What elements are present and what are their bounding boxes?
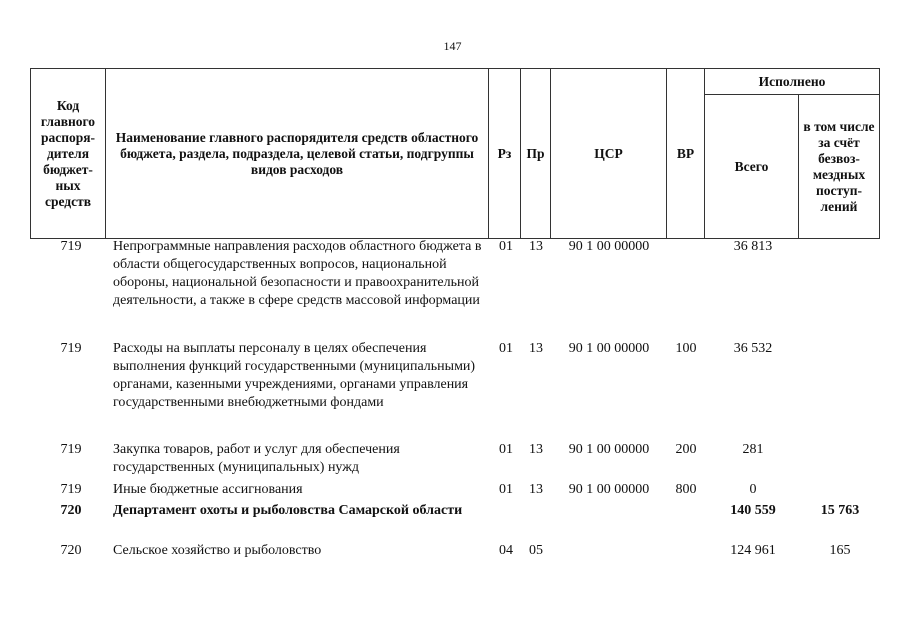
header-bezvozmezdnye: в том числе за счёт безвоз-мездных поступ-лений <box>803 118 875 214</box>
row-csr: 90 1 00 00000 <box>568 341 650 356</box>
header-vr: ВР <box>676 145 695 161</box>
row-pr: 13 <box>529 482 543 497</box>
row-vr: 100 <box>675 341 697 356</box>
row-total: 124 961 <box>730 543 776 558</box>
header-code: Код главного распоря-дителя бюджет-ных средств <box>40 97 96 209</box>
row-name: Непрограммные направления расходов областного бюджета в области общегосударственных вопросов, национальной обороны, национальной безопасности и правоохранительной деятельности, а также в сфере средств массовой информации <box>113 239 482 308</box>
row-code: 719 <box>60 442 82 457</box>
row-csr: 90 1 00 00000 <box>568 239 650 254</box>
row-rz: 01 <box>499 341 513 356</box>
row-csr: 90 1 00 00000 <box>568 482 650 497</box>
row-csr: 90 1 00 00000 <box>568 442 650 457</box>
row-total: 281 <box>742 442 764 457</box>
row-code: 719 <box>60 341 82 356</box>
header-total: Всего <box>734 158 769 174</box>
row-name: Департамент охоты и рыболовства Самарской области <box>113 503 463 518</box>
row-vr: 800 <box>675 482 697 497</box>
header-csr: ЦСР <box>594 145 623 161</box>
row-pr: 13 <box>529 239 543 254</box>
row-code: 719 <box>60 239 82 254</box>
row-code: 720 <box>60 503 82 518</box>
row-code: 719 <box>60 482 82 497</box>
row-name: Закупка товаров, работ и услуг для обеспечения государственных (муниципальных) нужд <box>113 442 400 475</box>
header-name: Наименование главного распорядителя средств областного бюджета, раздела, подраздела, целевой статьи, подгруппы видов расходов <box>115 129 479 177</box>
row-pr: 13 <box>529 341 543 356</box>
row-name: Иные бюджетные ассигнования <box>113 482 303 497</box>
row-pr: 05 <box>529 543 543 558</box>
row-rz: 04 <box>499 543 513 558</box>
row-total: 36 532 <box>733 341 773 356</box>
row-rz: 01 <box>499 482 513 497</box>
header-pr: Пр <box>526 145 545 161</box>
row-rz: 01 <box>499 442 513 457</box>
row-name: Сельское хозяйство и рыболовство <box>113 543 322 558</box>
row-total: 0 <box>749 482 757 497</box>
row-name: Расходы на выплаты персоналу в целях обеспечения выполнения функций государственными (муниципальными) органами, казенными учреждениями, органами управления государственными внебюджетными фондами <box>113 341 476 410</box>
header-rz: Рз <box>497 145 512 161</box>
row-pr: 13 <box>529 442 543 457</box>
row-rz: 01 <box>499 239 513 254</box>
row-total: 36 813 <box>733 239 773 254</box>
table-header <box>30 68 880 238</box>
row-vr: 200 <box>675 442 697 457</box>
row-bez: 165 <box>829 543 851 558</box>
row-total: 140 559 <box>730 503 776 518</box>
page-number: 147 <box>443 39 462 53</box>
row-bez: 15 763 <box>820 503 860 518</box>
header-executed: Исполнено <box>758 73 826 89</box>
row-code: 720 <box>60 543 82 558</box>
